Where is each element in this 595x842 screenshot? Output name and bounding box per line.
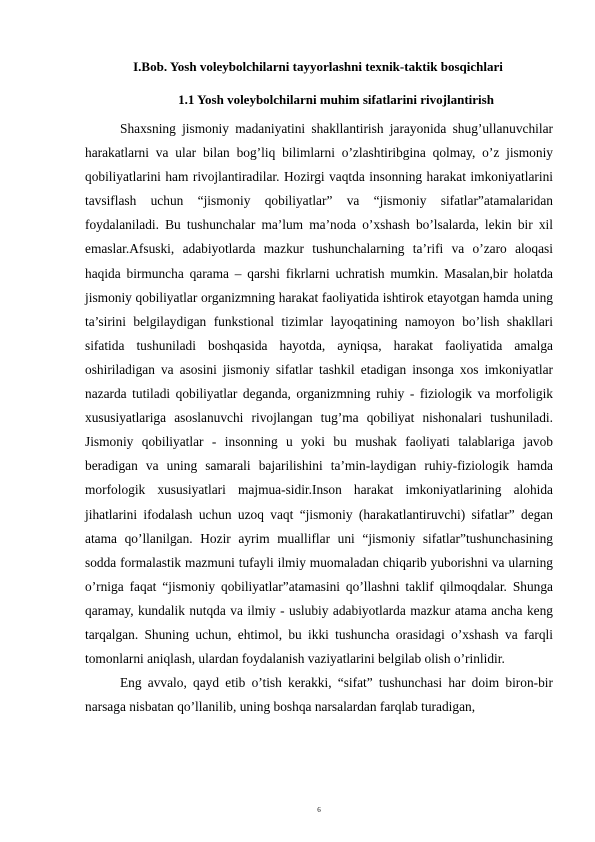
paragraph: Eng avvalo, qayd etib o’tish kerakki, “sifat” tushunchasi har doim biron-bir narsaga nisbatan qo’llanilib, uning boshqa narsalardan farqlab turadigan,	[85, 675, 553, 715]
body-text	[85, 117, 553, 719]
paragraph: Shaxsning jismoniy madaniyatini shakllantirish jarayonida shug’ullanuvchilar harakatlarni va ular bilan bog’liq bilimlarni o’zlashtiribgina qolmay, o’z jismoniy qobiliyatlarini ham rivojlantiradilar. Hozirgi vaqtda insonning harakat imkoniyatlarini tavsiflash uchun “jismoniy qobiliyatlar” va “jismoniy sifatlar”atamalaridan foydalaniladi. Bu tushunchalar ma’lum ma’noda o’xshash bo’lsalarda, lekin bir xil emaslar.Afsuski, adabiyotlarda mazkur tushunchalarning ta’rifi va o’zaro aloqasi haqida birmuncha qarama – qarshi fikrlarni uchratish mumkin. Masalan,bir holatda jismoniy qobiliyatlar organizmning harakat faoliyatida ishtirok etayotgan hamda uning ta’sirini belgilaydigan funkstional tizimlar layoqatining namoyon bo’lish shakllari sifatida tushuniladi boshqasida hayotda, ayniqsa, harakat faoliyatida amalga oshiriladigan va asosini jismoniy sifatlar tashkil etadigan insonga xos imkoniyatlar nazarda tutiladi qobiliyatlar deganda, organizmning ruhiy - fiziologik va morfoligik xususiyatlariga asoslanuvchi rivojlangan tug’ma qobiliyat nishonalari tushuniladi. Jismoniy qobiliyatlar - insonning u yoki bu mushak faoliyati talablariga javob beradigan va uning samarali bajarilishini ta’min-laydigan ruhiy-fiziologik hamda morfologik xususiyatlari majmua-sidir.Inson harakat imkoniyatlarining alohida jihatlarini ifodalash uchun uzoq vaqt “jismoniy (harakatlantiruvchi) sifatlar” degan atama qo’llanilgan. Hozir ayrim mualliflar uni “jismoniy sifatlar”tushunchasining sodda formalastik mazmuni tufayli ilmiy muomaladan chiqarib yuborishni va ularning o’rniga faqat “jismoniy qobiliyatlar”atamasini qo’llashni taklif qilmoqdalar. Shunga qaramay, kundalik nutqda va ilmiy - uslubiy adabiyotlarda mazkur atama ancha keng tarqalgan. Shuning uchun, ehtimol, bu ikki tushuncha orasidagi o’xshash va farqli tomonlarni aniqlash, ulardan foydalanish vaziyatlarini belgilab olish o’rinlidir.	[85, 121, 553, 667]
page-number: 6	[317, 806, 321, 814]
section-title: 1.1 Yosh voleybolchilarni muhim sifatlarini rivojlantirish	[178, 92, 494, 107]
chapter-title: I.Bob. Yosh voleybolchilarni tayyorlashni texnik-taktik bosqichlari	[133, 59, 503, 74]
